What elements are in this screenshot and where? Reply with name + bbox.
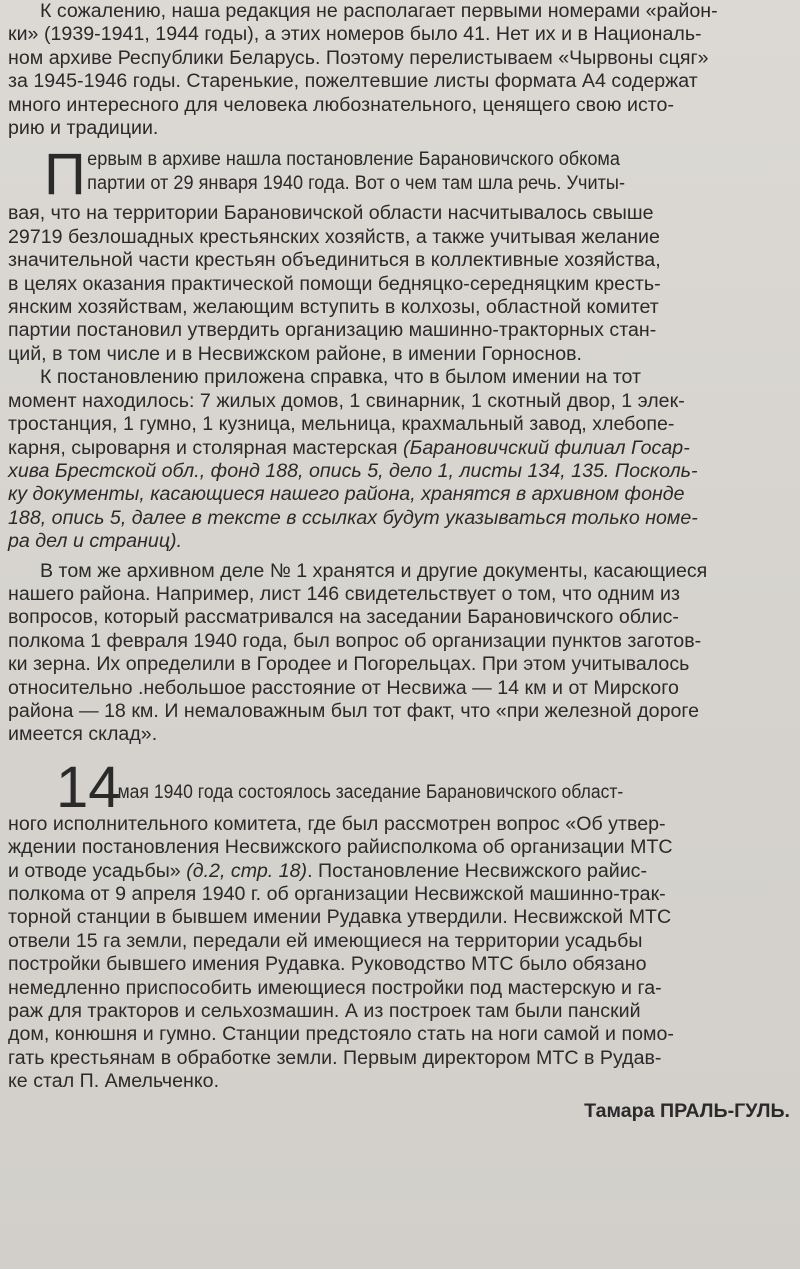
archive-reference: (Барановичский филиал Госар- xyxy=(403,436,690,459)
obkom-resolution-paragraph xyxy=(8,142,790,366)
text-line: полкома от 9 апреля 1940 г. об организации Несвижской машинно-трак- xyxy=(8,883,666,905)
spacer xyxy=(8,747,790,761)
text-line: В том же архивном деле № 1 хранятся и другие документы, касающиеся xyxy=(40,559,708,582)
drop-cap: П xyxy=(44,142,86,208)
text-line: ки» (1939-1941, 1944 годы), а этих номеров было 41. Нет их и в Националь- xyxy=(8,23,702,46)
text-line xyxy=(8,437,790,460)
text-line: относительно .небольшое расстояние от Несвижа — 14 км и от Мирского xyxy=(8,676,679,699)
text-line xyxy=(8,860,790,883)
text-line: вая, что на территории Барановичской области насчитывалось свыше xyxy=(8,202,654,225)
text-line: ном архиве Республики Беларусь. Поэтому перелистываем «Чырвоны сцяг» xyxy=(8,46,709,69)
text-line: ждении постановления Несвижского райисполкома об организации МТС xyxy=(8,836,673,859)
text-line: немедленно приспособить имеющиеся постройки под мастерскую и га- xyxy=(8,976,662,999)
text-line: 29719 безлошадных крестьянских хозяйств, а также учитывая желание xyxy=(8,225,660,248)
text-segment: карня, сыроварня и столярная мастерская xyxy=(8,436,404,459)
text-line: ного исполнительного комитета, где был рассмотрен вопрос «Об утвер- xyxy=(8,812,666,835)
text-line: мая 1940 года состоялось заседание Барановичского област- xyxy=(117,780,624,803)
text-line: ервым в архиве нашла постановление Барановичского обкома xyxy=(87,148,620,171)
text-line: торной станции в бывшем имении Рудавка утвердили. Несвижской МТС xyxy=(8,906,672,929)
text-line: партии постановил утвердить организацию машинно-тракторных стан- xyxy=(8,319,657,342)
text-line: вопросов, который рассматривался на заседании Барановичского облис- xyxy=(8,606,679,629)
text-line: тростанция, 1 гумно, 1 кузница, мельница, крахмальный завод, хлебопе- xyxy=(8,413,675,436)
archive-reference-line: ку документы, касающиеся нашего района, хранятся в архивном фонде xyxy=(8,483,685,506)
text-line: раж для тракторов и сельхозмашин. А из построек там были панский xyxy=(8,1000,641,1023)
text-line: янским хозяйствам, желающим вступить в колхозы, областной комитет xyxy=(8,296,659,319)
text-line: рию и традиции. xyxy=(8,117,159,140)
text-line: ке стал П. Амельченко. xyxy=(8,1070,220,1093)
archive-reference-line: 188, опись 5, далее в тексте в ссылках будут указываться только номе- xyxy=(8,506,698,529)
text-line: ций, в том числе и в Несвижском районе, в имении Горноснов. xyxy=(8,342,583,365)
text-line: К сожалению, наша редакция не располагает первыми номерами «район- xyxy=(40,0,718,22)
text-line: К постановлению приложена справка, что в былом имении на тот xyxy=(40,366,642,389)
big-date-number: 14 xyxy=(56,754,121,820)
archive-reference: (д.2, стр. 18) xyxy=(186,859,308,882)
text-line: много интересного для человека любознательного, ценящего свою исто- xyxy=(8,93,675,116)
text-line: ки зерна. Их определили в Городее и Погорельцах. При этом учитывалось xyxy=(8,653,690,676)
text-line: дом, конюшня и гумно. Станции предстояло стать на ноги самой и помо- xyxy=(8,1023,674,1046)
text-line: значительной части крестьян объединиться в коллективные хозяйства, xyxy=(8,249,661,272)
text-segment: . Постановление Несвижского райис- xyxy=(307,859,648,882)
text-line: гать крестьянам в обработке земли. Первым директором МТС в Рудав- xyxy=(8,1046,662,1069)
text-line: полкома 1 февраля 1940 года, был вопрос об организации пунктов заготов- xyxy=(8,629,702,652)
archive-reference-line: ра дел и страниц). xyxy=(8,530,183,553)
text-line: партии от 29 января 1940 года. Вот о чем там шла речь. Учиты- xyxy=(87,171,625,194)
intro-paragraph xyxy=(8,0,790,140)
text-line: момент находилось: 7 жилых домов, 1 свинарник, 1 скотный двор, 1 элек- xyxy=(8,389,685,412)
text-line: нашего района. Например, лист 146 свидетельствует о том, что одним из xyxy=(8,582,681,605)
text-line: постройки бывшего имения Рудавка. Руководство МТС было обязано xyxy=(8,953,647,976)
text-segment: и отводе усадьбы» xyxy=(8,859,187,882)
author-signature: Тамара ПРАЛЬ-ГУЛЬ. xyxy=(584,1099,790,1122)
archive-reference-line: хива Брестской обл., фонд 188, опись 5, дело 1, листы 134, 135. Посколь- xyxy=(8,459,698,482)
text-line: района — 18 км. И немаловажным был тот факт, что «при железной дороге xyxy=(8,699,700,722)
text-line: отвели 15 га земли, передали ей имеющиеся на территории усадьбы xyxy=(8,929,643,952)
text-line: в целях оказания практической помощи бедняцко-середняцким кресть- xyxy=(8,272,661,295)
article-column xyxy=(8,0,790,1123)
text-line: за 1945-1946 годы. Старенькие, пожелтевшие листы формата А4 содержат xyxy=(8,70,698,93)
mts-paragraph xyxy=(8,754,790,1094)
certificate-paragraph xyxy=(8,366,790,553)
text-line: имеется склад». xyxy=(8,723,158,746)
archive-case-paragraph xyxy=(8,560,790,747)
